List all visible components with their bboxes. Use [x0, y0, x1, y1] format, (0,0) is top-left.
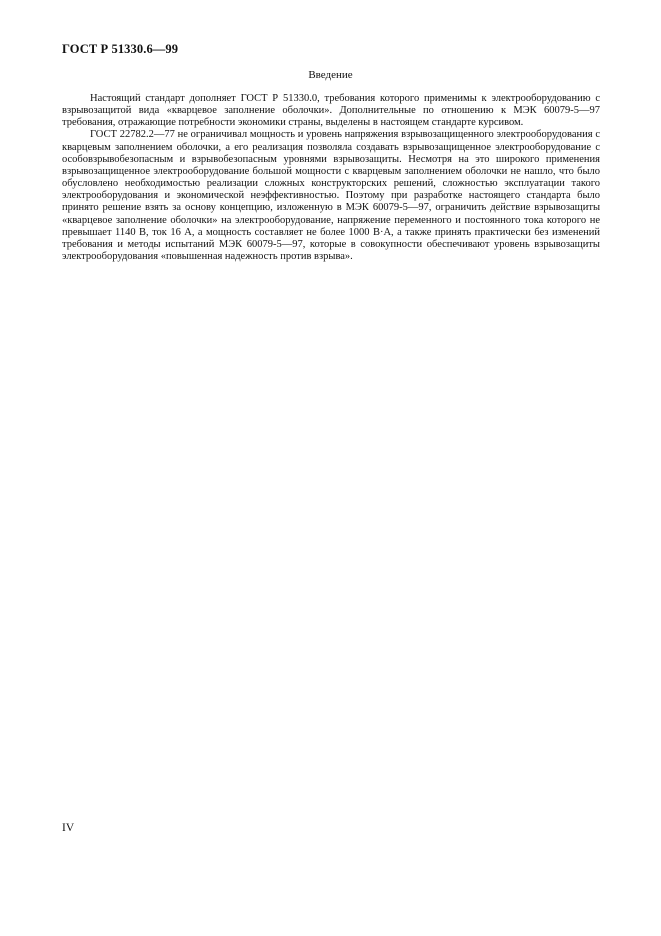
paragraph-1: Настоящий стандарт дополняет ГОСТ Р 51330.0, требования которого применимы к электрооборудованию с взрывозащитой вида «кварцевое заполнение оболочки». Дополнительные по отношению к МЭК 60079-5—97 требования, отражающие потребности экономики страны, выделены в настоящем стандарте курсивом.: [62, 93, 600, 129]
page-number: IV: [62, 822, 75, 834]
document-header-code: ГОСТ Р 51330.6—99: [62, 42, 179, 56]
section-title: Введение: [308, 69, 353, 81]
paragraph-2: ГОСТ 22782.2—77 не ограничивал мощность и уровень напряжения взрывозащищенного электрооборудования с кварцевым заполнением оболочки, а его реализация позволяла создавать взрывозащищенное электрооборудование с особовзрывобезопасным и взрывобезопасным уровнями взрывозащиты. Несмотря на это широкого применения взрывозащищенное электрооборудование большой мощности с кварцевым заполнением оболочки не нашло, что было обусловлено необходимостью реализации сложных конструкторских решений, сложностью эксплуатации такого электрооборудования и экономической неэффективностью. Поэтому при разработке настоящего стандарта было принято решение взять за основу концепцию, изложенную в МЭК 60079-5—97, ограничить действие взрывозащиты «кварцевое заполнение оболочки» на электрооборудование, напряжение переменного и постоянного тока которого не превышает 1140 В, ток 16 А, а мощность составляет не более 1000 В·А, а также принять практически без изменений требования и методы испытаний МЭК 60079-5—97, которые в совокупности обеспечивают уровень взрывозащиты электрооборудования «повышенная надежность против взрыва».: [62, 129, 600, 263]
body-text: [62, 93, 600, 263]
